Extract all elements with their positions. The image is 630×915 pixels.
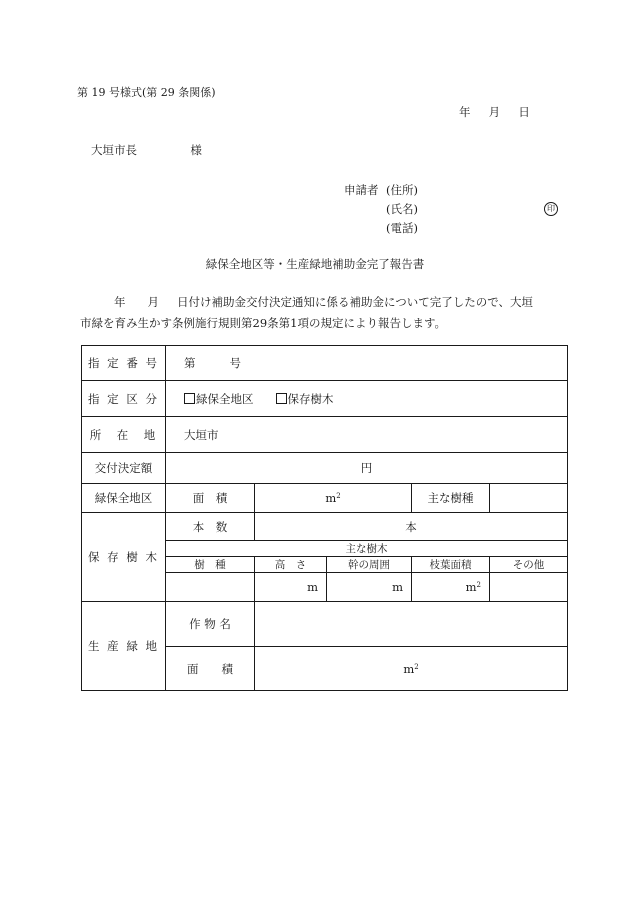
applicant-block [344, 181, 555, 238]
green-area-species-field[interactable] [490, 484, 568, 513]
tree-foliage-unit: m [465, 580, 477, 594]
checkbox-preserved-trees[interactable] [276, 393, 287, 404]
production-green-label: 生 産 緑 地 [82, 602, 166, 691]
applicant-address-label: (住所) [386, 183, 418, 197]
tree-height-unit: m [307, 580, 318, 594]
checkbox-green-area[interactable] [184, 393, 195, 404]
green-area-area-field[interactable]: $m^2$ [255, 484, 412, 513]
date-line [459, 104, 530, 120]
green-area-species-label: 主な樹種 [412, 484, 490, 513]
grant-amount-unit: 円 [360, 461, 373, 475]
designation-number-suffix: 号 [229, 356, 241, 370]
designation-type-label: 指 定 区 分 [82, 381, 166, 417]
date-month: 月 [488, 105, 501, 119]
production-area-field[interactable]: $m^2$ [255, 647, 568, 691]
row-tree-count [82, 513, 568, 541]
production-area-unit: m [403, 661, 415, 676]
tree-height-field[interactable] [255, 573, 327, 602]
addressee-honorific: 様 [190, 143, 202, 157]
row-location [82, 417, 568, 453]
para-text-end: 市緑を育み生かす条例施行規則第29条第1項の規定により報告します。 [80, 316, 447, 330]
tree-girth-unit: m [392, 580, 403, 594]
row-designation-type [82, 381, 568, 417]
green-area-area-unit: m [325, 491, 337, 505]
green-area-label: 緑保全地区 [82, 484, 166, 513]
seal-mark: 印 [544, 202, 558, 216]
grant-amount-label: 交付決定額 [82, 453, 166, 484]
designation-number-prefix: 第 [184, 356, 196, 370]
row-crop-name [82, 602, 568, 647]
applicant-phone-label: (電話) [386, 221, 418, 235]
report-table [81, 345, 568, 691]
row-designation-number [82, 346, 568, 381]
location-label: 所 在 地 [82, 417, 166, 453]
para-text-start: 日付け補助金交付決定通知に係る補助金について完了したので、大垣 [177, 295, 534, 309]
applicant-label: 申請者 [344, 183, 379, 197]
tree-count-unit: 本 [405, 519, 417, 534]
applicant-name-label: (氏名) [386, 202, 418, 216]
column-girth: 幹の周囲 [327, 557, 412, 573]
green-area-area-label: 面 積 [166, 484, 255, 513]
para-month: 月 [147, 295, 159, 309]
preserved-trees-label: 保 存 樹 木 [82, 513, 166, 602]
option-green-area: 緑保全地区 [196, 391, 254, 406]
tree-girth-field[interactable] [327, 573, 412, 602]
document-title: 緑保全地区等・生産緑地補助金完了報告書 [205, 257, 425, 271]
form-number: 第 19 号様式(第 29 条関係) [77, 86, 216, 99]
tree-count-label: 本 数 [166, 513, 255, 541]
tree-count-field[interactable] [255, 513, 568, 541]
designation-number-field[interactable] [166, 346, 568, 381]
column-species: 樹 種 [166, 557, 255, 573]
tree-foliage-field[interactable]: $m^2$ [412, 573, 490, 602]
production-area-label: 面 積 [166, 647, 255, 691]
crop-name-field[interactable] [255, 602, 568, 647]
date-year: 年 [459, 105, 471, 119]
para-year: 年 [114, 295, 126, 309]
main-trees-header: 主な樹木 [166, 541, 568, 557]
column-other: その他 [490, 557, 568, 573]
tree-other-field[interactable] [490, 573, 568, 602]
crop-name-label: 作 物 名 [166, 602, 255, 647]
addressee-mayor: 大垣市長 [91, 143, 137, 157]
date-day: 日 [518, 105, 530, 119]
report-paragraph [80, 292, 565, 334]
option-preserved-trees: 保存樹木 [287, 391, 334, 406]
designation-number-label: 指 定 番 号 [82, 346, 166, 381]
grant-amount-field[interactable] [166, 453, 568, 484]
row-green-area [82, 484, 568, 513]
column-height: 高 さ [255, 557, 327, 573]
designation-type-field [166, 381, 568, 417]
row-grant-amount [82, 453, 568, 484]
tree-species-field[interactable] [166, 573, 255, 602]
addressee [91, 142, 202, 158]
location-field[interactable]: 大垣市 [166, 417, 568, 453]
column-foliage-area: 枝葉面積 [412, 557, 490, 573]
